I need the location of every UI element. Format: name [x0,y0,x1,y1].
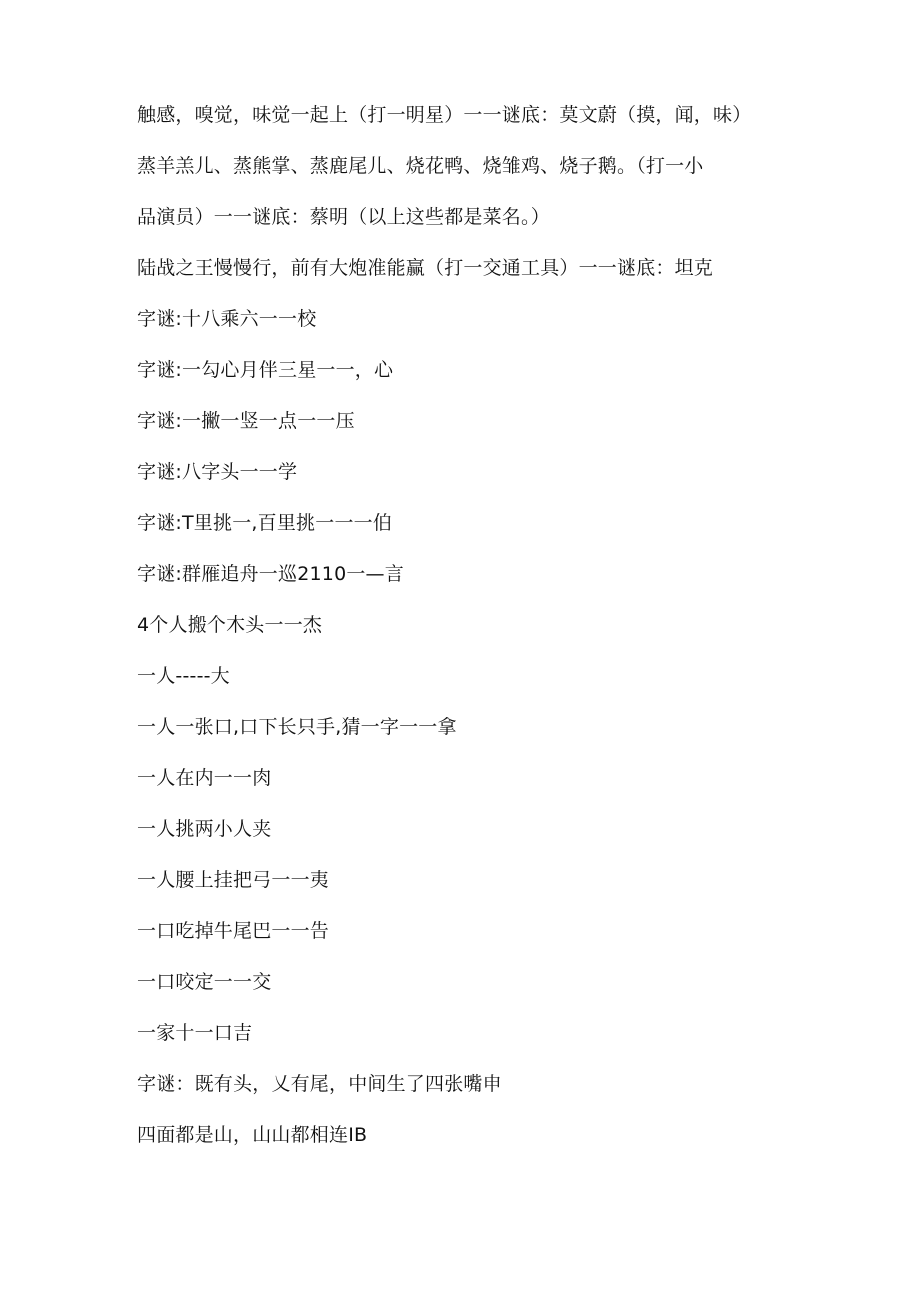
text-line: 一口咬定一一交 [137,971,272,993]
text-line: 字谜:T里挑一,百里挑一一一伯 [137,512,393,534]
text-line: 4个人搬个木头一一杰 [137,614,323,636]
text-line: 蒸羊羔儿、蒸熊掌、蒸鹿尾儿、烧花鸭、烧雏鸡、烧子鹅。（打一小 [137,155,704,177]
text-line: 一家十一口吉 [137,1022,253,1044]
text-line: 字谜:一勾心月伴三星一一，心 [137,359,394,381]
text-line: 一人-----大 [137,665,230,687]
text-line: 陆战之王慢慢行，前有大炮准能赢（打一交通工具）一一谜底：坦克 [137,257,714,279]
text-line: 字谜:八字头一一学 [137,461,298,483]
text-line: 触感，嗅觉，味觉一起上（打一明星）一一谜底：莫文蔚（摸，闻，味） [137,104,752,126]
text-line: 四面都是山，山山都相连IB [137,1124,368,1146]
text-line: 一人在内一一肉 [137,767,272,789]
text-line: 字谜:一撇一竖一点一一压 [137,410,355,432]
text-line: 一人一张口,口下长只手,猜一字一一拿 [137,716,457,738]
text-line: 一人挑两小人夹 [137,818,272,840]
text-line: 字谜:十八乘六一一校 [137,308,317,330]
text-line: 品演员）一一谜底：蔡明（以上这些都是菜名。） [137,206,550,228]
text-line: 字谜:群雁追舟一巡2110一—言 [137,563,404,585]
text-line: 字谜：既有头，乂有尾，中间生了四张嘴申 [137,1073,502,1095]
text-line: 一人腰上挂把弓一一夷 [137,869,330,891]
document-body [137,98,797,1152]
text-line: 一口吃掉牛尾巴一一告 [137,920,330,942]
